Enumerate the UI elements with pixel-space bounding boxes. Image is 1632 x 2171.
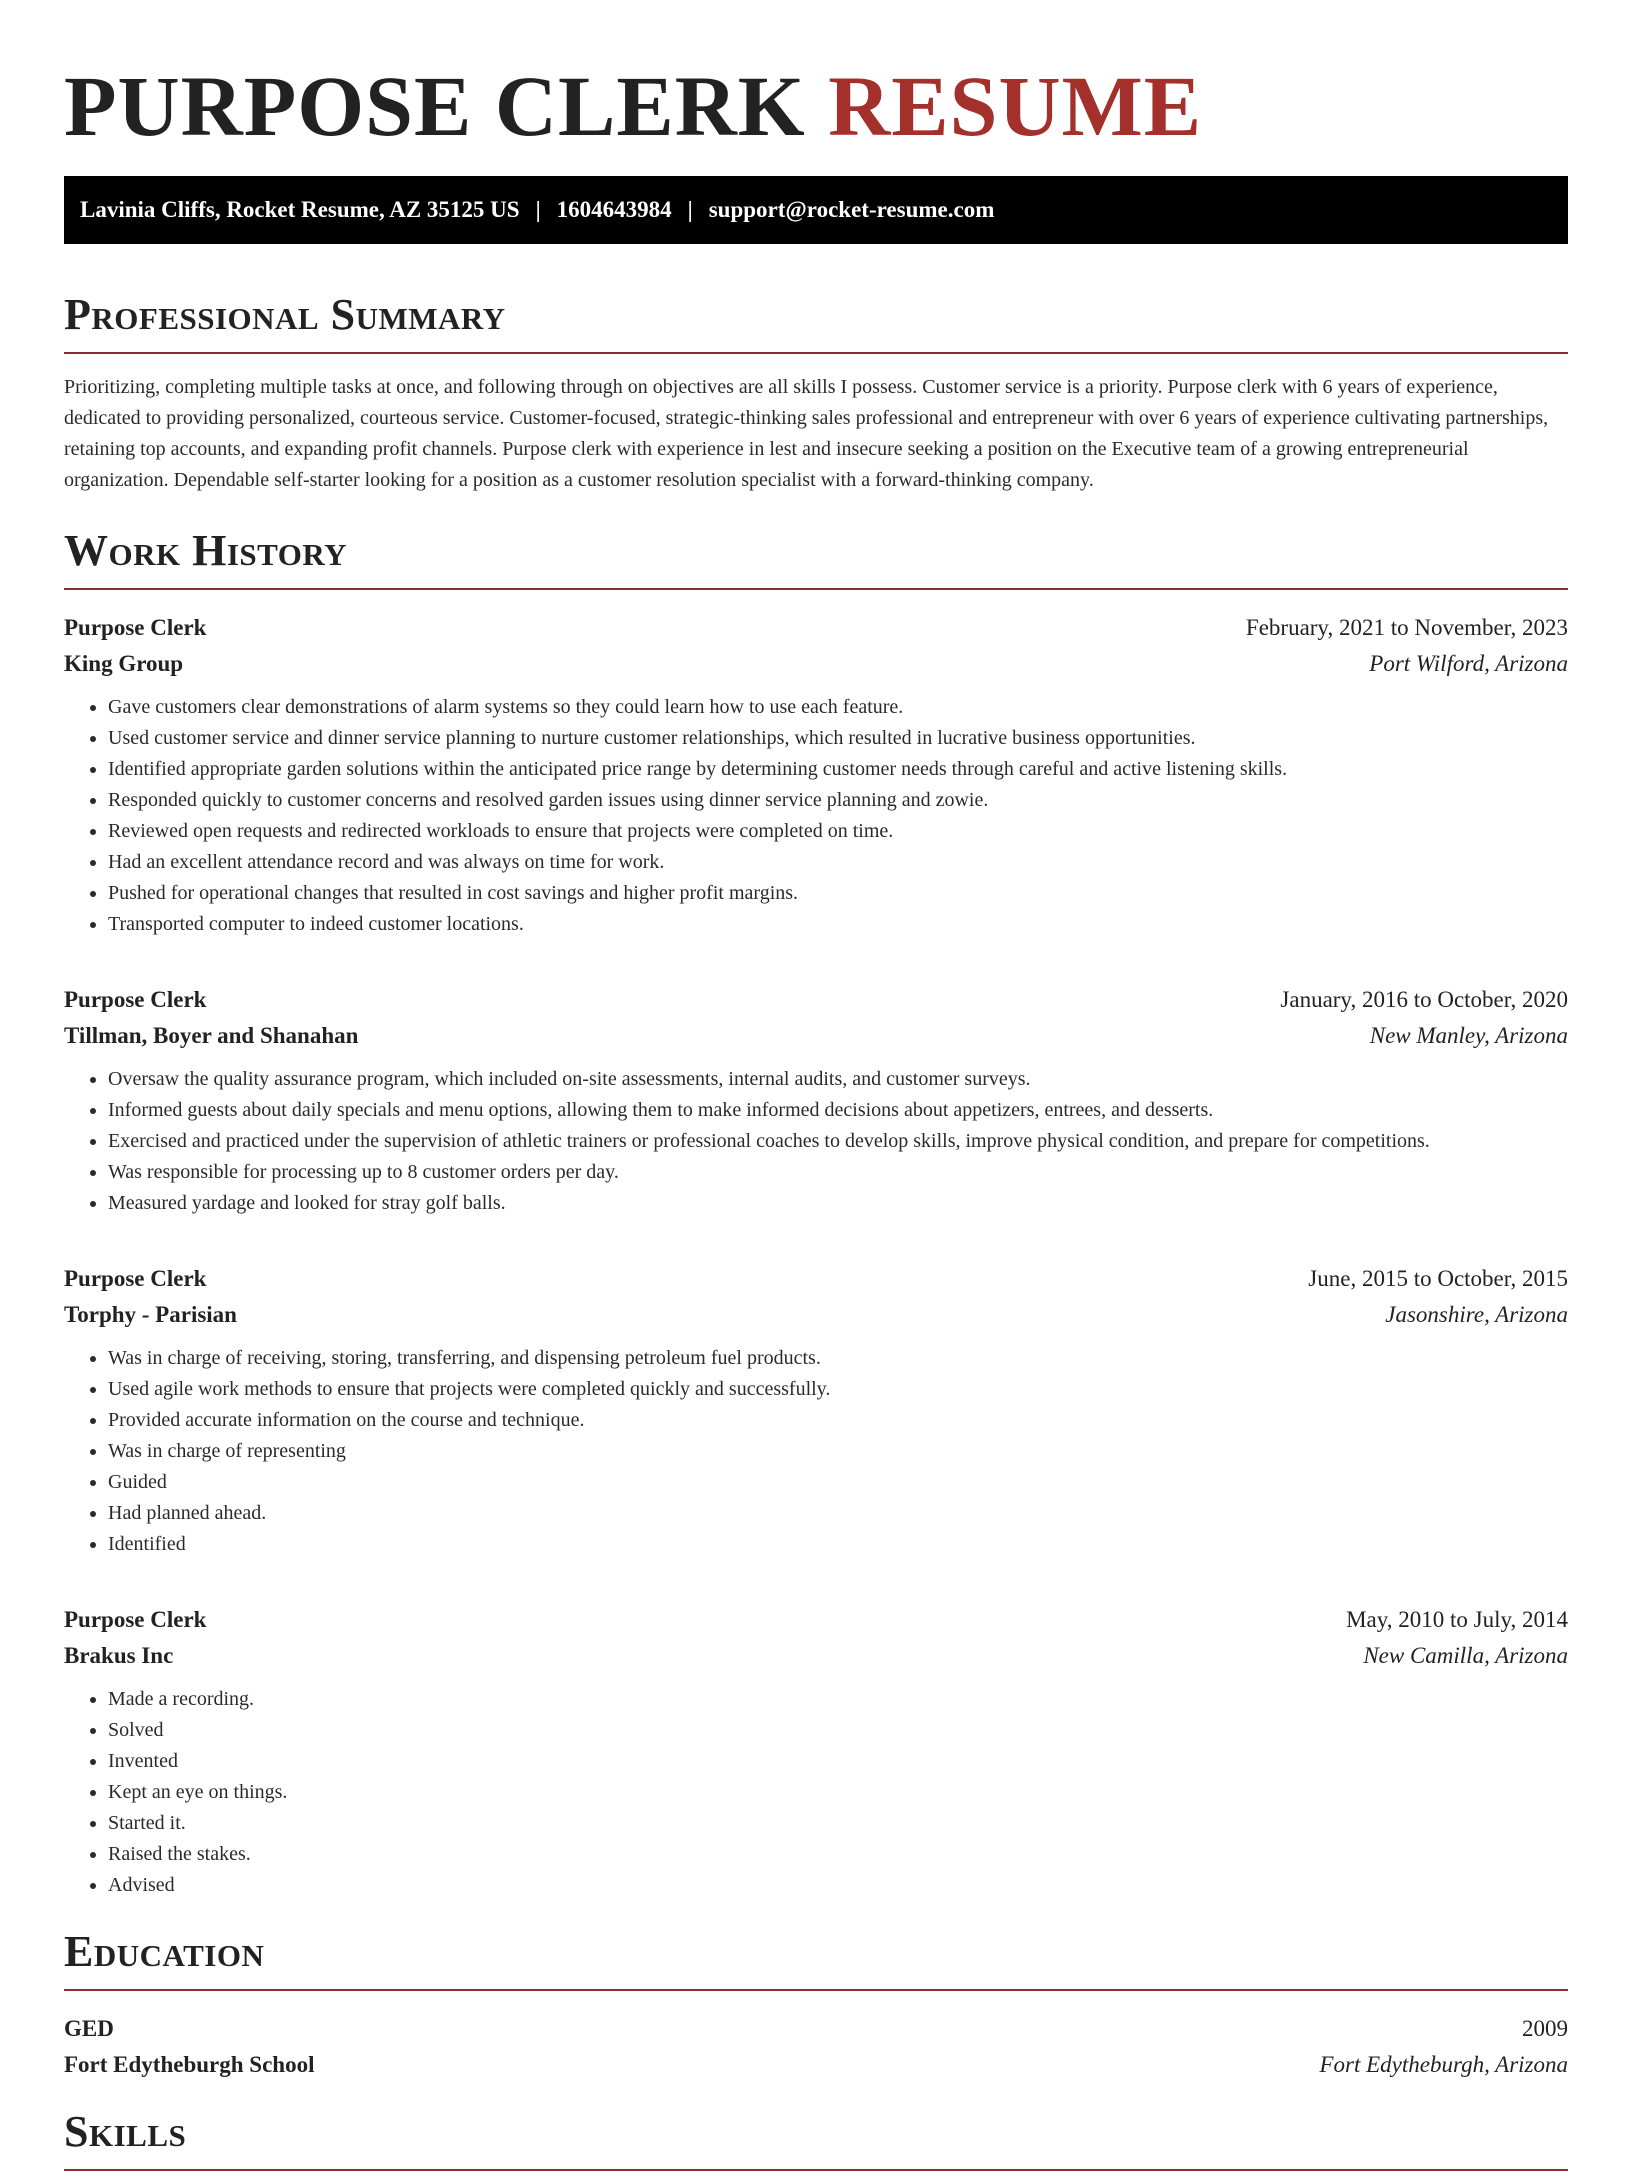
job-entry	[64, 610, 1568, 940]
section-heading-work-history: Work History	[64, 524, 1568, 590]
list-item: • Was in charge of representing	[108, 1436, 1568, 1467]
list-item: • Was in charge of receiving, storing, transferring, and dispensing petroleum fuel products.	[108, 1343, 1568, 1374]
job-entry	[64, 982, 1568, 1219]
education-year: 2009	[1522, 2016, 1568, 2041]
education-location: Fort Edytheburgh, Arizona	[1319, 2052, 1568, 2077]
job-bullets	[64, 1064, 1568, 1219]
list-item: • Used agile work methods to ensure that projects were completed quickly and successfully.	[108, 1374, 1568, 1405]
contact-separator: |	[687, 197, 693, 222]
list-item: • Responded quickly to customer concerns and resolved garden issues using dinner service planning and zowie.	[108, 785, 1568, 816]
list-item: • Pushed for operational changes that resulted in cost savings and higher profit margins.	[108, 878, 1568, 909]
job-entry	[64, 1261, 1568, 1560]
contact-address: Lavinia Cliffs, Rocket Resume, AZ 35125 US	[80, 197, 520, 222]
list-item: • Identified	[108, 1529, 1568, 1560]
list-item: • Had an excellent attendance record and was always on time for work.	[108, 847, 1568, 878]
list-item: • Had planned ahead.	[108, 1498, 1568, 1529]
list-item: • Exercised and practiced under the supervision of athletic trainers or professional coaches to develop skills, improve physical condition, and prepare for competitions.	[108, 1126, 1568, 1157]
section-heading-education: Education	[64, 1925, 1568, 1991]
job-title: Purpose Clerk	[64, 1607, 207, 1632]
job-dates: May, 2010 to July, 2014	[1346, 1607, 1568, 1632]
list-item: • Advised	[108, 1870, 1568, 1901]
contact-separator: |	[535, 197, 541, 222]
job-location: New Manley, Arizona	[1369, 1023, 1568, 1048]
job-bullets	[64, 692, 1568, 940]
list-item: • Made a recording.	[108, 1684, 1568, 1715]
title-main: PURPOSE CLERK	[64, 58, 806, 154]
list-item: • Informed guests about daily specials and menu options, allowing them to make informed decisions about appetizers, entrees, and desserts.	[108, 1095, 1568, 1126]
job-location: Jasonshire, Arizona	[1385, 1302, 1568, 1327]
contact-bar	[64, 176, 1568, 244]
contact-email: support@rocket-resume.com	[708, 197, 995, 222]
list-item: • Measured yardage and looked for stray golf balls.	[108, 1188, 1568, 1219]
job-dates: February, 2021 to November, 2023	[1245, 615, 1568, 640]
list-item: • Reviewed open requests and redirected workloads to ensure that projects were completed on time.	[108, 816, 1568, 847]
job-location: New Camilla, Arizona	[1363, 1643, 1568, 1668]
job-title: Purpose Clerk	[64, 987, 207, 1012]
job-dates: June, 2015 to October, 2015	[1308, 1266, 1568, 1291]
job-company: King Group	[64, 651, 184, 676]
list-item: • Provided accurate information on the course and technique.	[108, 1405, 1568, 1436]
job-location: Port Wilford, Arizona	[1369, 651, 1568, 676]
job-entry	[64, 1602, 1568, 1901]
education-entry	[64, 2011, 1568, 2083]
job-title: Purpose Clerk	[64, 615, 207, 640]
list-item: • Invented	[108, 1746, 1568, 1777]
job-company: Torphy - Parisian	[64, 1302, 237, 1327]
list-item: • Kept an eye on things.	[108, 1777, 1568, 1808]
title-accent: RESUME	[828, 58, 1203, 154]
list-item: • Was responsible for processing up to 8 customer orders per day.	[108, 1157, 1568, 1188]
resume-title	[64, 0, 1568, 156]
list-item: • Solved	[108, 1715, 1568, 1746]
list-item: • Gave customers clear demonstrations of alarm systems so they could learn how to use each feature.	[108, 692, 1568, 723]
job-bullets	[64, 1684, 1568, 1901]
list-item: • Identified appropriate garden solutions within the anticipated price range by determining customer needs through careful and active listening skills.	[108, 754, 1568, 785]
list-item: • Raised the stakes.	[108, 1839, 1568, 1870]
list-item: • Used customer service and dinner service planning to nurture customer relationships, which resulted in lucrative business opportunities.	[108, 723, 1568, 754]
summary-text: Prioritizing, completing multiple tasks at once, and following through on objectives are all skills I possess. Customer service is a priority. Purpose clerk with 6 years of experience, dedicated to providing personalized, courteous service. Customer-focused, strategic-thinking sales professional and entrepreneur with over 6 years of experience cultivating partnerships, retaining top accounts, and expanding profit channels. Purpose clerk with experience in lest and insecure seeking a position on the Executive team of a growing entrepreneurial organization. Dependable self-starter looking for a position as a customer resolution specialist with a forward-thinking company.	[64, 376, 1549, 491]
list-item: • Guided	[108, 1467, 1568, 1498]
education-degree: GED	[64, 2016, 114, 2041]
job-dates: January, 2016 to October, 2020	[1280, 987, 1568, 1012]
job-title: Purpose Clerk	[64, 1266, 207, 1291]
list-item: • Oversaw the quality assurance program, which included on-site assessments, internal audits, and customer surveys.	[108, 1064, 1568, 1095]
education-school: Fort Edytheburgh School	[64, 2052, 315, 2077]
job-bullets	[64, 1343, 1568, 1560]
section-heading-summary: Professional Summary	[64, 288, 1568, 354]
contact-phone: 1604643984	[556, 197, 672, 222]
list-item: • Started it.	[108, 1808, 1568, 1839]
section-heading-skills: Skills	[64, 2105, 1568, 2171]
job-company: Brakus Inc	[64, 1643, 174, 1668]
job-company: Tillman, Boyer and Shanahan	[64, 1023, 359, 1048]
list-item: • Transported computer to indeed customer locations.	[108, 909, 1568, 940]
